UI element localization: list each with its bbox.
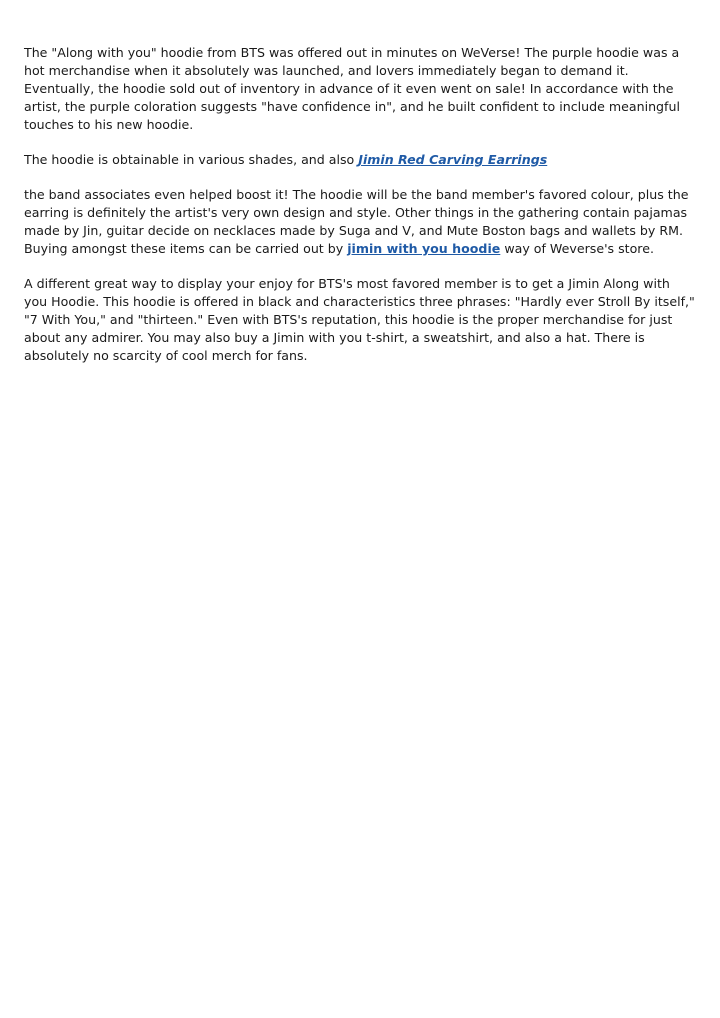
paragraph-3: [24, 186, 696, 258]
paragraph-3-tail: way of Weverse's store.: [500, 241, 654, 256]
jimin-with-you-hoodie-link[interactable]: jimin with you hoodie: [347, 241, 501, 256]
paragraph-4: A different great way to display your enjoy for BTS's most favored member is to get a Jimin Along with you Hoodie. This hoodie is offered in black and characteristics three phrases: "Hardly ever Stroll By itself," "7 With You," and "thirteen." Even with BTS's reputation, this hoodie is the proper merchandise for just about any admirer. You may also buy a Jimin with you t-shirt, a sweatshirt, and also a hat. There is absolutely no scarcity of cool merch for fans.: [24, 276, 695, 363]
jimin-red-carving-earrings-link[interactable]: Jimin Red Carving Earrings: [358, 152, 548, 167]
paragraph-1: The "Along with you" hoodie from BTS was offered out in minutes on WeVerse! The purple hoodie was a hot merchandise when it absolutely was launched, and lovers immediately began to demand it. Eventually, the hoodie sold out of inventory in advance of it even went on sale! In accordance with the artist, the purple coloration suggests "have confidence in", and he built confident to include meaningful touches to his new hoodie.: [24, 45, 680, 132]
paragraph-3-text: the band associates even helped boost it! The hoodie will be the band member's favored colour, plus the earring is definitely the artist's very own design and style. Other things in the gathering contain pajamas made by Jin, guitar decide on necklaces made by Suga and V, and Mute Boston bags and wallets by RM. Buying amongst these items can be carried out by: [24, 187, 689, 256]
paragraph-2: [24, 151, 696, 169]
paragraph-2-text: The hoodie is obtainable in various shades, and also: [24, 152, 359, 167]
article-body: [24, 44, 696, 382]
